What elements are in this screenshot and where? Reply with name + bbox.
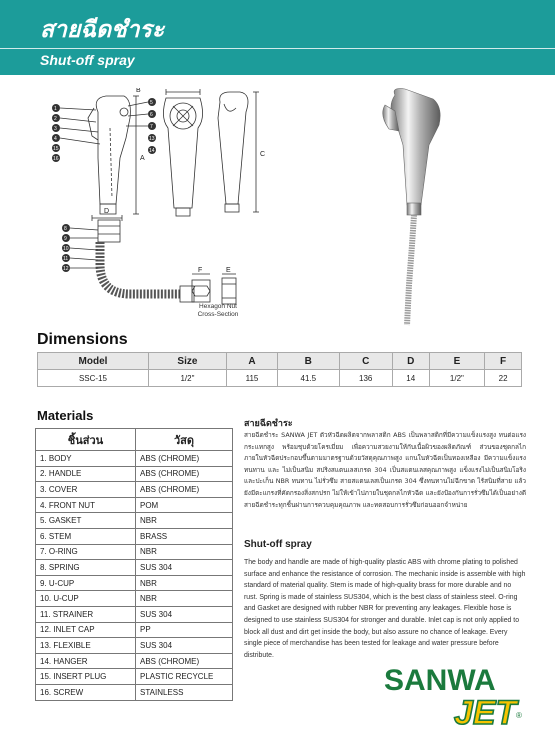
dim-header-size: Size: [148, 353, 226, 370]
dim-label-f: F: [198, 267, 203, 274]
logo-sanwa-text: SANWA: [384, 664, 496, 697]
table-row: [38, 370, 522, 387]
material-value-cell: NBR: [136, 575, 233, 591]
material-part-cell: 15. INSERT PLUG: [36, 669, 136, 685]
materials-body: [36, 451, 233, 701]
material-part-cell: 6. STEM: [36, 528, 136, 544]
callout-13: 13: [149, 136, 155, 142]
callout-4: 4: [54, 136, 57, 142]
dimensions-header-row: [38, 353, 522, 370]
callout-14: 14: [149, 148, 155, 154]
dim-header-b: B: [278, 353, 340, 370]
material-part-cell: 16. SCREW: [36, 684, 136, 700]
dim-cell-d: 14: [392, 370, 429, 387]
technical-drawing: [40, 88, 285, 323]
material-part-cell: 9. U-CUP: [36, 575, 136, 591]
callout-15: 15: [53, 146, 59, 152]
table-row: [36, 451, 233, 467]
page-title-thai: สายฉีดชำระ: [40, 17, 165, 43]
mat-header-material: วัสดุ: [136, 429, 233, 451]
table-row: [36, 560, 233, 576]
material-part-cell: 10. U-CUP: [36, 591, 136, 607]
materials-header-row: [36, 429, 233, 451]
material-value-cell: SUS 304: [136, 638, 233, 654]
dim-label-d: D: [104, 208, 110, 215]
table-row: [36, 466, 233, 482]
callout-1: 1: [54, 106, 57, 112]
material-part-cell: 12. INLET CAP: [36, 622, 136, 638]
dim-cell-model: SSC-15: [38, 370, 149, 387]
table-row: [36, 653, 233, 669]
table-row: [36, 606, 233, 622]
description-english-title: Shut-off spray: [244, 539, 312, 550]
dim-cell-c: 136: [339, 370, 392, 387]
material-value-cell: PP: [136, 622, 233, 638]
sanwa-jet-logo: [376, 660, 526, 730]
material-value-cell: ABS (CHROME): [136, 451, 233, 467]
callout-6: 6: [150, 112, 153, 118]
dim-cell-e: 1/2": [429, 370, 485, 387]
table-row: [36, 528, 233, 544]
page-title-english: Shut-off spray: [40, 52, 135, 68]
table-row: [36, 513, 233, 529]
material-part-cell: 11. STRAINER: [36, 606, 136, 622]
material-value-cell: POM: [136, 497, 233, 513]
material-part-cell: 3. COVER: [36, 482, 136, 498]
dim-header-a: A: [226, 353, 277, 370]
page-header: [0, 0, 555, 75]
dim-header-c: C: [339, 353, 392, 370]
material-value-cell: ABS (CHROME): [136, 482, 233, 498]
dim-header-d: D: [392, 353, 429, 370]
callout-16: 16: [53, 156, 59, 162]
material-value-cell: NBR: [136, 544, 233, 560]
table-row: [36, 497, 233, 513]
material-value-cell: PLASTIC RECYCLE: [136, 669, 233, 685]
dim-label-b: B: [136, 88, 141, 94]
table-row: [36, 591, 233, 607]
materials-table: [35, 428, 233, 701]
callout-9: 9: [64, 236, 67, 242]
hexagon-nut-caption: Hexagon Nut Cross-Section: [197, 303, 239, 318]
material-part-cell: 14. HANGER: [36, 653, 136, 669]
product-photo: [355, 85, 465, 335]
mat-header-part: ชิ้นส่วน: [36, 429, 136, 451]
callout-7: 7: [150, 124, 153, 130]
material-value-cell: NBR: [136, 513, 233, 529]
dim-label-c: C: [260, 151, 266, 158]
header-divider: [0, 48, 555, 49]
material-value-cell: NBR: [136, 591, 233, 607]
table-row: [36, 482, 233, 498]
description-english-body: The body and handle are made of high-quality plastic ABS with chrome plating to polished surface and enhance the resistance of corrosion. The mechanic inside is assemble with high standard of material quality. Stem is made of high-quality brass for more durable and no rust. Spring is made of stainless SUS304, which is the best class of stainless steel. O-ring and Gasket are designed with rubber NBR for preventing any leakages. Flexible hose is designed to use stainless SUS304 for stronger and durable. Inlet cap is not only applied to block all dust and dirt get inside the body, but also assure no chance of leakage. Every single piece of merchandise has been tested for leakage and water pressure before distribute.: [244, 559, 526, 659]
dimensions-table: [37, 352, 522, 387]
table-row: [36, 638, 233, 654]
table-row: [36, 544, 233, 560]
material-part-cell: 7. O-RING: [36, 544, 136, 560]
callout-10: 10: [63, 246, 69, 252]
dimensions-title: Dimensions: [37, 331, 128, 348]
table-row: [36, 669, 233, 685]
table-row: [36, 575, 233, 591]
dim-header-f: F: [485, 353, 522, 370]
material-value-cell: SUS 304: [136, 606, 233, 622]
materials-title: Materials: [37, 408, 94, 423]
material-value-cell: ABS (CHROME): [136, 653, 233, 669]
material-value-cell: ABS (CHROME): [136, 466, 233, 482]
table-row: [36, 622, 233, 638]
dim-cell-b: 41.5: [278, 370, 340, 387]
logo-registered-mark: ®: [516, 711, 522, 720]
material-value-cell: STAINLESS: [136, 684, 233, 700]
material-part-cell: 2. HANDLE: [36, 466, 136, 482]
dim-label-e: E: [226, 267, 231, 274]
dim-cell-f: 22: [485, 370, 522, 387]
table-row: [36, 684, 233, 700]
dim-cell-a: 115: [226, 370, 277, 387]
dim-cell-size: 1/2": [148, 370, 226, 387]
description-thai-body: สายฉีดชำระ SANWA JET ตัวหัวฉีดผลิตจากพลาสติก ABS เป็นพลาสติกที่มีความแข็งแรงสูง ทนต่อแรงกระแทกสูง พร้อมชุบด้วยโครเมี่ยม เพื่อความสวยงามให้กับเนื้อผิวของผลิตภัณฑ์ ส่วนของชุดกลไกภายในหัวฉีดประกอบขึ้นตามมาตรฐานด้วยวัสดุคุณภาพสูง แกนในหัวฉีดเป็นทองเหลือง มีความแข็งแรงทนทาน และ ไม่เป็นสนิม สปริงสแตนเลสเกรด 304 เป็นสแตนเลสคุณภาพสูง แข็งแรงไม่เป็นสนิมโอริงและปะเก็น NBR ทนทาน ไม่รั่วซึม สายสแตนเลสเป็นเกรด 304 ซึ่งทนทานไม่ฉีกขาด ไร้สนิมที่สาย แล้วยังมีตะแกรงที่คัดกรองสิ่งสกปรก ไม่ให้เข้าไปภายในชุดกลไกหัวฉีด และยังป้องกันการรั่วซึมได้เป็นอย่างดี สายฉีดชำระทุกชิ้นผ่านการควบคุมคุณภาพ และทดสอบการรั่วซึมก่อนออกจำหน่าย: [244, 431, 526, 509]
dim-label-a: A: [140, 155, 145, 162]
material-part-cell: 1. BODY: [36, 451, 136, 467]
logo-jet-text: JET: [454, 694, 517, 730]
material-value-cell: SUS 304: [136, 560, 233, 576]
dim-header-e: E: [429, 353, 485, 370]
material-part-cell: 5. GASKET: [36, 513, 136, 529]
description-thai-title: สายฉีดชำระ: [244, 419, 293, 429]
material-part-cell: 13. FLEXIBLE: [36, 638, 136, 654]
callout-5: 5: [150, 100, 153, 106]
callout-8: 8: [64, 226, 67, 232]
callout-12: 12: [63, 266, 69, 272]
callout-2: 2: [54, 116, 57, 122]
callout-11: 11: [63, 256, 69, 262]
material-part-cell: 8. SPRING: [36, 560, 136, 576]
material-value-cell: BRASS: [136, 528, 233, 544]
dim-header-model: Model: [38, 353, 149, 370]
callout-3: 3: [54, 126, 57, 132]
material-part-cell: 4. FRONT NUT: [36, 497, 136, 513]
